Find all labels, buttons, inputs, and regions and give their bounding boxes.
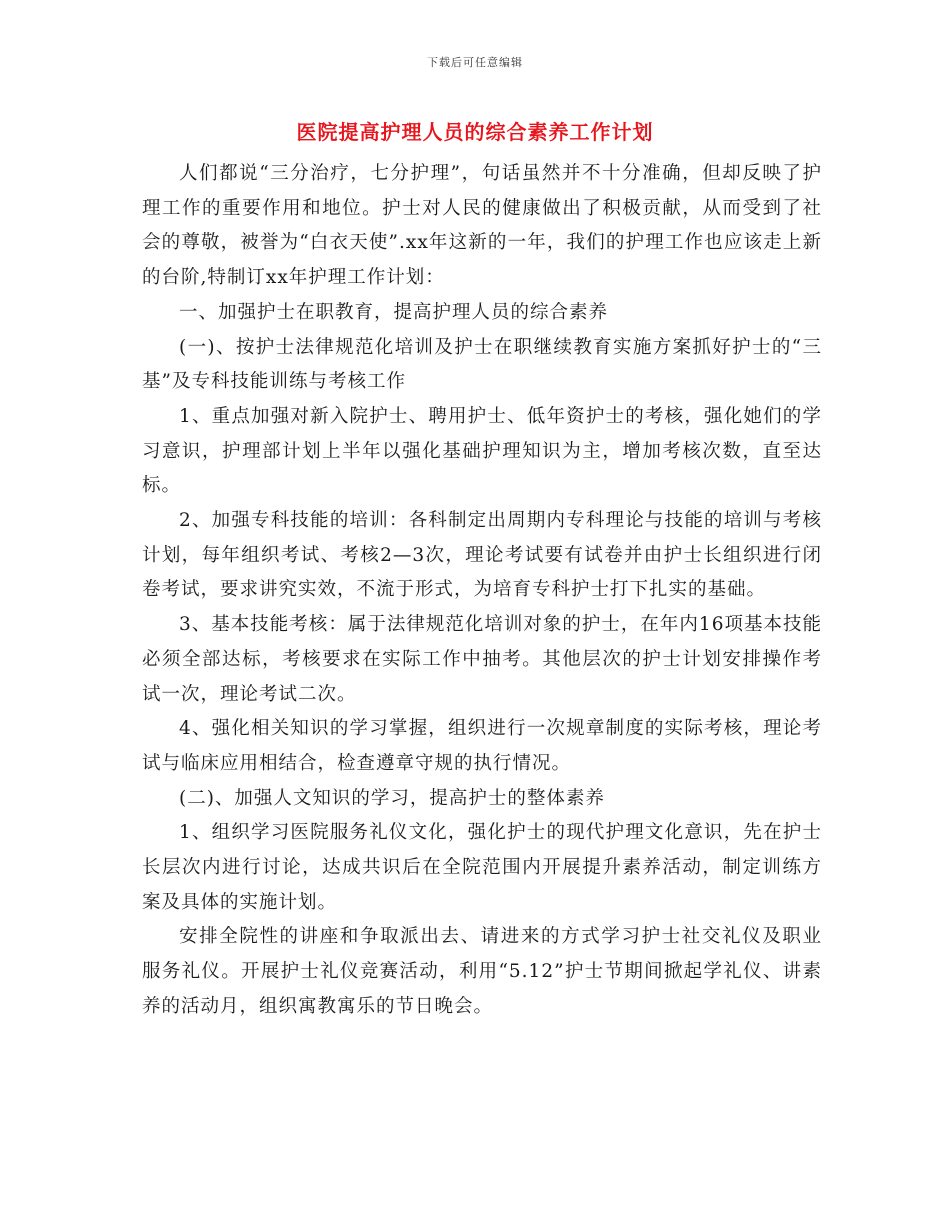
- paragraph-item-5: 1、组织学习医院服务礼仪文化，强化护士的现代护理文化意识，先在护士长层次内进行讨论，达成共识后在全院范围内开展提升素养活动，制定训练方案及具体的实施计划。: [142, 822, 822, 913]
- paragraph-item-1: 1、重点加强对新入院护士、聘用护士、低年资护士的考核，强化她们的学习意识，护理部计划上半年以强化基础护理知识为主，增加考核次数，直至达标。: [142, 405, 822, 497]
- header-note: 下载后可任意编辑: [427, 56, 523, 69]
- subsection-heading-1: (一)、按护士法律规范化培训及护士在职继续教育实施方案抓好护士的“三基”及专科技能训练与考核工作: [142, 336, 822, 393]
- paragraph-item-3: 3、基本技能考核：属于法律规范化培训对象的护士，在年内16项基本技能必须全部达标，考核要求在实际工作中抽考。其他层次的护士计划安排操作考试一次，理论考试二次。: [142, 614, 822, 705]
- paragraph-item-2: 2、加强专科技能的培训：各科制定出周期内专科理论与技能的培训与考核计划，每年组织考试、考核2—3次，理论考试要有试卷并由护士长组织进行闭卷考试，要求讲究实效，不流于形式，为培育专科护士打下扎实的基础。: [142, 510, 822, 601]
- document-title: 医院提高护理人员的综合素养工作计划: [296, 120, 654, 144]
- document-body: [142, 157, 822, 1025]
- paragraph-intro: 人们都说“三分治疗，七分护理”，句话虽然并不十分准确，但却反映了护理工作的重要作用和地位。护士对人民的健康做出了积极贡献，从而受到了社会的尊敬，被誉为“白衣天使”.xx年这新的一年，我们的护理工作也应该走上新的台阶,特制订xx年护理工作计划：: [142, 163, 822, 289]
- paragraph-item-4: 4、强化相关知识的学习掌握，组织进行一次规章制度的实际考核，理论考试与临床应用相结合，检查遵章守规的执行情况。: [142, 718, 822, 774]
- paragraph-item-6: 安排全院性的讲座和争取派出去、请进来的方式学习护士社交礼仪及职业服务礼仪。开展护士礼仪竞赛活动，利用“5.12”护士节期间掀起学礼仪、讲素养的活动月，组织寓教寓乐的节日晚会。: [142, 926, 822, 1017]
- section-heading-1: 一、加强护士在职教育，提高护理人员的综合素养: [179, 301, 609, 323]
- subsection-heading-2: (二)、加强人文知识的学习，提高护士的整体素养: [179, 787, 605, 809]
